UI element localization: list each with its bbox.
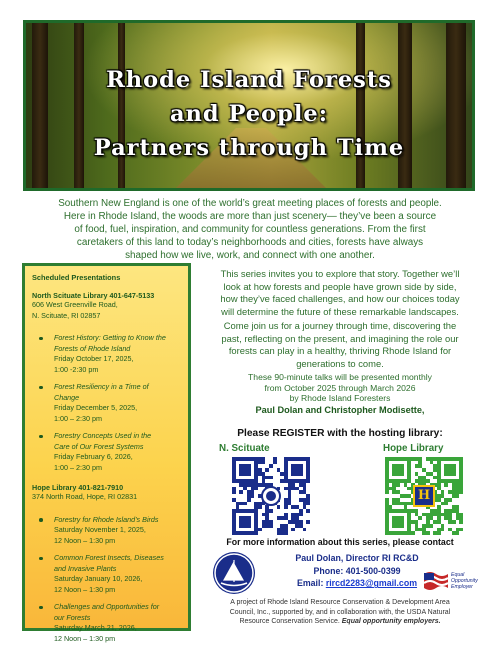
eoe-text: Equal (451, 572, 465, 578)
paragraph-line: generations to come. (296, 357, 384, 369)
email-link[interactable]: rircd2283@gmail.com (325, 578, 418, 589)
footer-line (202, 617, 478, 627)
event-title: Forest History: Getting to Know the (54, 333, 166, 342)
paragraph-line: Come join us for a journey through time, discovering the (223, 320, 457, 331)
event-title: Change (54, 392, 80, 402)
event-time: 12 Noon – 1:30 pm (54, 633, 116, 643)
paragraph-line: how they’ve faced challenges, and how our choices today (220, 293, 460, 305)
flag-icon (422, 568, 482, 594)
library-address: 606 West Greenville Road, (32, 300, 118, 309)
event-title: Forest Resiliency in a Time of (54, 382, 149, 391)
more-info-heading: For more information about this series, please contact (226, 537, 454, 547)
banner-title (26, 63, 472, 165)
event-title: Forests of Rhode Island (54, 343, 131, 353)
qr-module (459, 531, 463, 535)
qr-code-n-scituate[interactable] (232, 457, 310, 535)
event-title: and Invasive Plants (54, 563, 117, 573)
event-title: Common Forest Insects, Diseases (54, 553, 164, 562)
event-item (32, 431, 181, 473)
library-address: N. Scituate, RI 02857 (32, 310, 101, 320)
event-title: Forestry Concepts Used in the (54, 431, 152, 440)
event-time: 1:00 -2:30 pm (54, 364, 99, 374)
event-title: Challenges and Opportunities for (54, 602, 160, 611)
intro-line: shaped how we live, work, and connect with one another. (125, 250, 375, 261)
qr-label-hope-library: Hope Library (383, 443, 444, 454)
event-date: Saturday January 10, 2026, (54, 574, 143, 583)
eoe-text: Employer (451, 584, 473, 590)
footer-line: A project of Rhode Island Resource Conservation & Development Area (230, 599, 450, 606)
event-date: Friday October 17, 2025, (54, 354, 134, 363)
event-title: Care of Our Forest Systems (54, 441, 144, 451)
library-name: Hope Library 401-821-7910 (32, 483, 124, 492)
email-label: Email: (296, 578, 326, 589)
banner-image (23, 20, 475, 191)
event-item (32, 553, 181, 595)
paragraph-line: by Rhode Island Foresters (289, 393, 391, 404)
intro-line: Southern New England is one of the world’s great meeting places of forests and people. (58, 198, 442, 209)
footer-text: Resource Conservation Service. (239, 618, 342, 626)
library-address: 374 North Road, Hope, RI 02831 (32, 492, 138, 501)
event-item (32, 602, 181, 644)
event-title: Forestry for Rhode Island’s Birds (54, 514, 159, 524)
event-date: Saturday March 21, 2026, (54, 623, 137, 632)
equal-opportunity-text: Equal opportunity employers. (341, 618, 441, 626)
paragraph-line: These 90-minute talks will be presented monthly (248, 372, 432, 382)
event-item (32, 382, 181, 424)
schedule-sidebar (22, 263, 191, 643)
banner-title-line: Rhode Island Forests (106, 67, 392, 93)
library-seal-icon (261, 486, 281, 506)
paragraph-line: from October 2025 through March 2026 (264, 382, 416, 393)
series-paragraph (202, 268, 478, 318)
paragraph-line: look at how forests and people have grown side by side, (223, 280, 457, 292)
schedule-heading: Scheduled Presentations (32, 273, 121, 282)
event-date: Friday December 5, 2025, (54, 403, 138, 412)
paragraph-line: forests can play in a healthy, thriving Rhode Island for (228, 345, 452, 357)
banner-title-line: Partners through Time (93, 135, 405, 161)
contact-name: Paul Dolan, Director RI RC&D (295, 553, 419, 563)
event-date: Saturday November 1, 2025, (54, 525, 146, 534)
rircd-logo-icon (213, 552, 255, 594)
event-time: 1:00 – 2:30 pm (54, 413, 102, 423)
event-title: our Forests (54, 612, 91, 622)
event-time: 12 Noon – 1:30 pm (54, 535, 116, 545)
event-list (32, 333, 181, 473)
footer-note (202, 598, 478, 627)
event-time: 1:00 – 2:30 pm (54, 462, 102, 472)
event-list (32, 515, 181, 645)
qr-label-n-scituate: N. Scituate (219, 443, 270, 454)
contact-phone: Phone: 401-500-0399 (313, 565, 401, 576)
qr-module (306, 531, 310, 535)
register-heading: Please REGISTER with the hosting library: (237, 428, 443, 439)
paragraph-line: will determine the future of these remarkable landscapes. (221, 305, 459, 317)
event-time: 12 Noon – 1:30 pm (54, 584, 116, 594)
journey-paragraph (202, 320, 478, 370)
library-logo-icon: H (413, 485, 435, 507)
intro-line: of food, fuel, inspiration, and community for countless generations. From the first (74, 224, 426, 235)
banner-title-line: and People: (169, 101, 329, 127)
speaker-names: Paul Dolan and Christopher Modisette, (255, 405, 425, 415)
event-item (32, 515, 181, 547)
intro-line: Here in Rhode Island, the woods are more than just scenery— they’ve been a source (63, 211, 437, 222)
footer-line: Council, Inc., supported by, and in collaboration with, the USDA Natural (229, 608, 451, 616)
equal-opportunity-logo (422, 568, 482, 594)
eoe-text: Opportunity (451, 578, 478, 584)
paragraph-line: past, reflecting on the present, and imagining the role our (221, 332, 459, 344)
event-item (32, 333, 181, 375)
paragraph-line: This series invites you to explore that story. Together we’ll (220, 268, 460, 279)
event-date: Friday February 6, 2026, (54, 452, 133, 461)
intro-line: caretakers of this land to today’s neighborhoods and cities, forests have always (76, 237, 424, 248)
qr-code-hope-library[interactable] (385, 457, 463, 535)
schedule-summary (202, 372, 478, 404)
intro-paragraph (20, 197, 480, 262)
library-name: North Scituate Library 401-647-5133 (32, 291, 155, 300)
